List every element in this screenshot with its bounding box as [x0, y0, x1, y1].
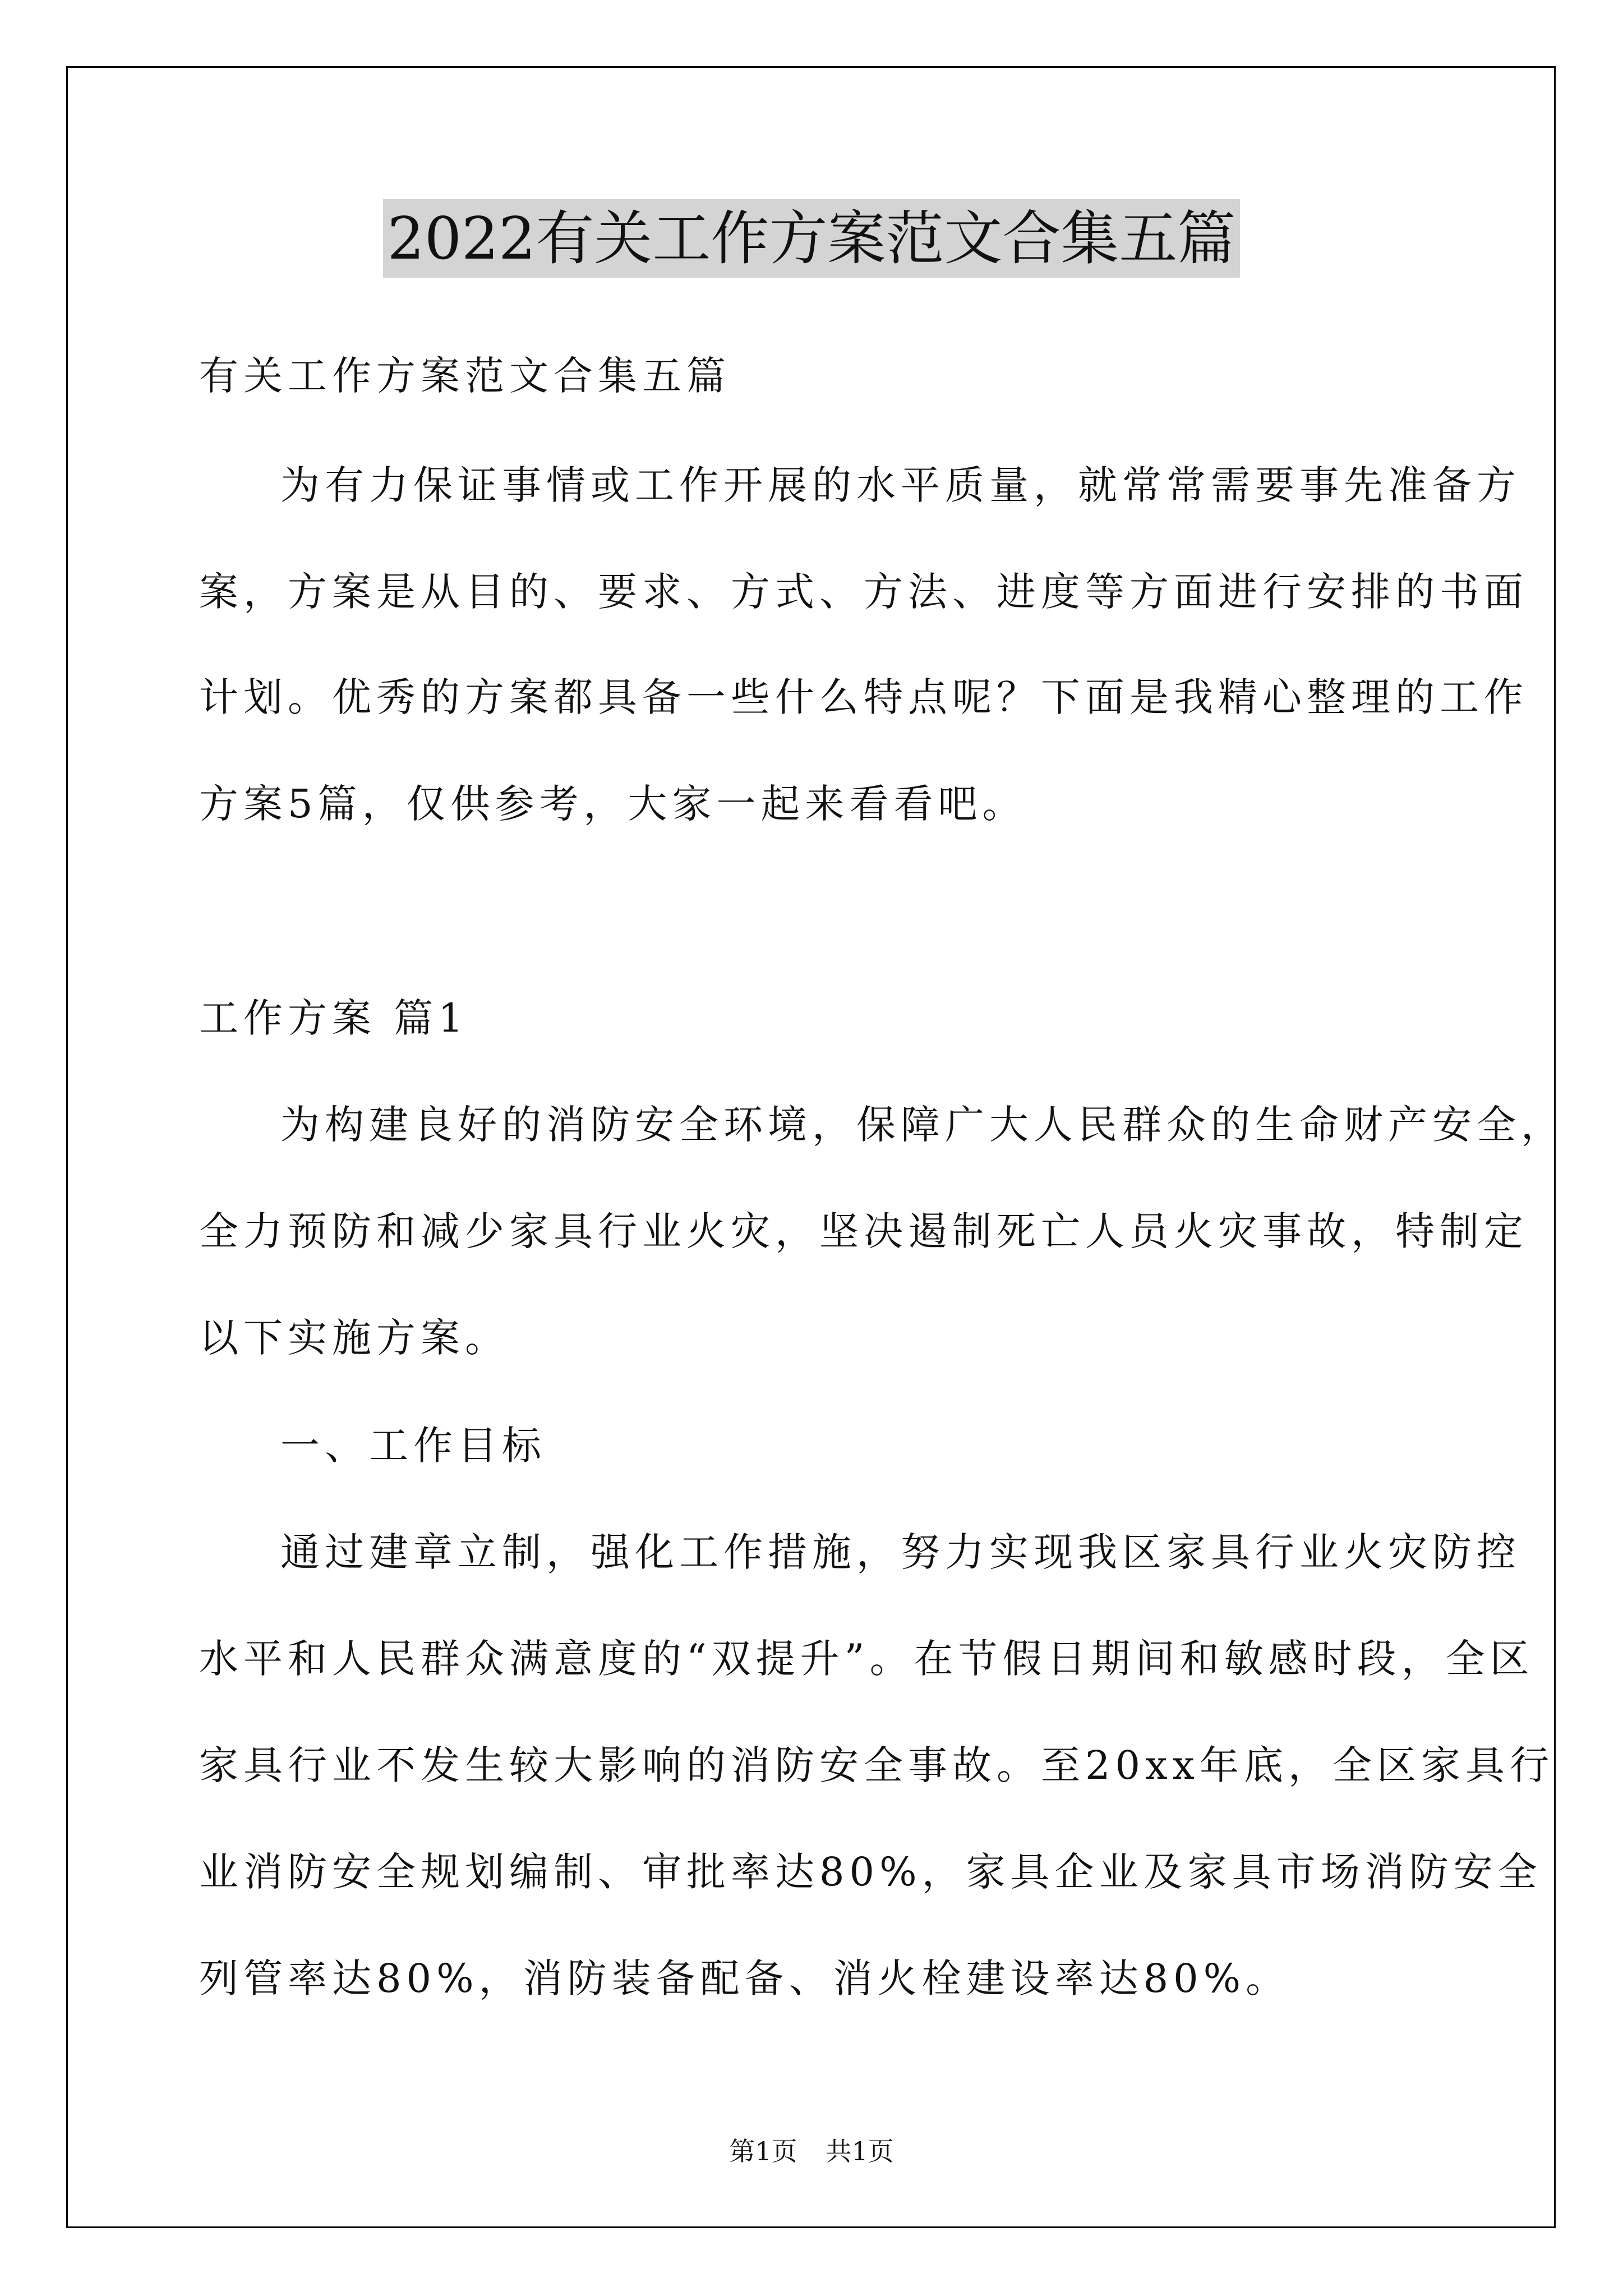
section-line-2: 全力预防和减少家具行业火灾，坚决遏制死亡人员火灾事故，特制定	[199, 1208, 1528, 1254]
goal-line-1: 通过建章立制，强化工作措施，努力实现我区家具行业火灾防控	[280, 1529, 1521, 1575]
goal-subheading: 一、工作目标	[280, 1423, 546, 1469]
intro-line-1: 为有力保证事情或工作开展的水平质量，就常常需要事先准备方	[280, 462, 1521, 508]
goal-line-3: 家具行业不发生较大影响的消防安全事故。至20xx年底，全区家具行	[199, 1742, 1555, 1788]
goal-line-2: 水平和人民群众满意度的“双提升”。在节假日期间和敏感时段，全区	[199, 1636, 1534, 1682]
section-line-3: 以下实施方案。	[199, 1315, 509, 1361]
title-container	[0, 199, 1623, 278]
intro-line-3: 计划。优秀的方案都具备一些什么特点呢？下面是我精心整理的工作	[199, 674, 1528, 720]
intro-line-2: 案，方案是从目的、要求、方式、方法、进度等方面进行安排的书面	[199, 569, 1528, 615]
page-number-total: 共1页	[826, 2136, 894, 2166]
goal-line-5: 列管率达80%，消防装备配备、消火栓建设率达80%。	[199, 1955, 1290, 2001]
goal-line-4: 业消防安全规划编制、审批率达80%，家具企业及家具市场消防安全	[199, 1849, 1542, 1895]
intro-line-4: 方案5篇，仅供参考，大家一起来看看吧。	[199, 781, 1027, 827]
section-heading: 工作方案 篇1	[199, 995, 468, 1041]
section-line-1: 为构建良好的消防安全环境，保障广大人民群众的生命财产安全，	[280, 1102, 1565, 1148]
document-title: 2022有关工作方案范文合集五篇	[383, 199, 1241, 278]
document-subtitle: 有关工作方案范文合集五篇	[199, 353, 731, 399]
page-number-current: 第1页	[729, 2136, 797, 2166]
page-footer	[0, 2134, 1623, 2168]
